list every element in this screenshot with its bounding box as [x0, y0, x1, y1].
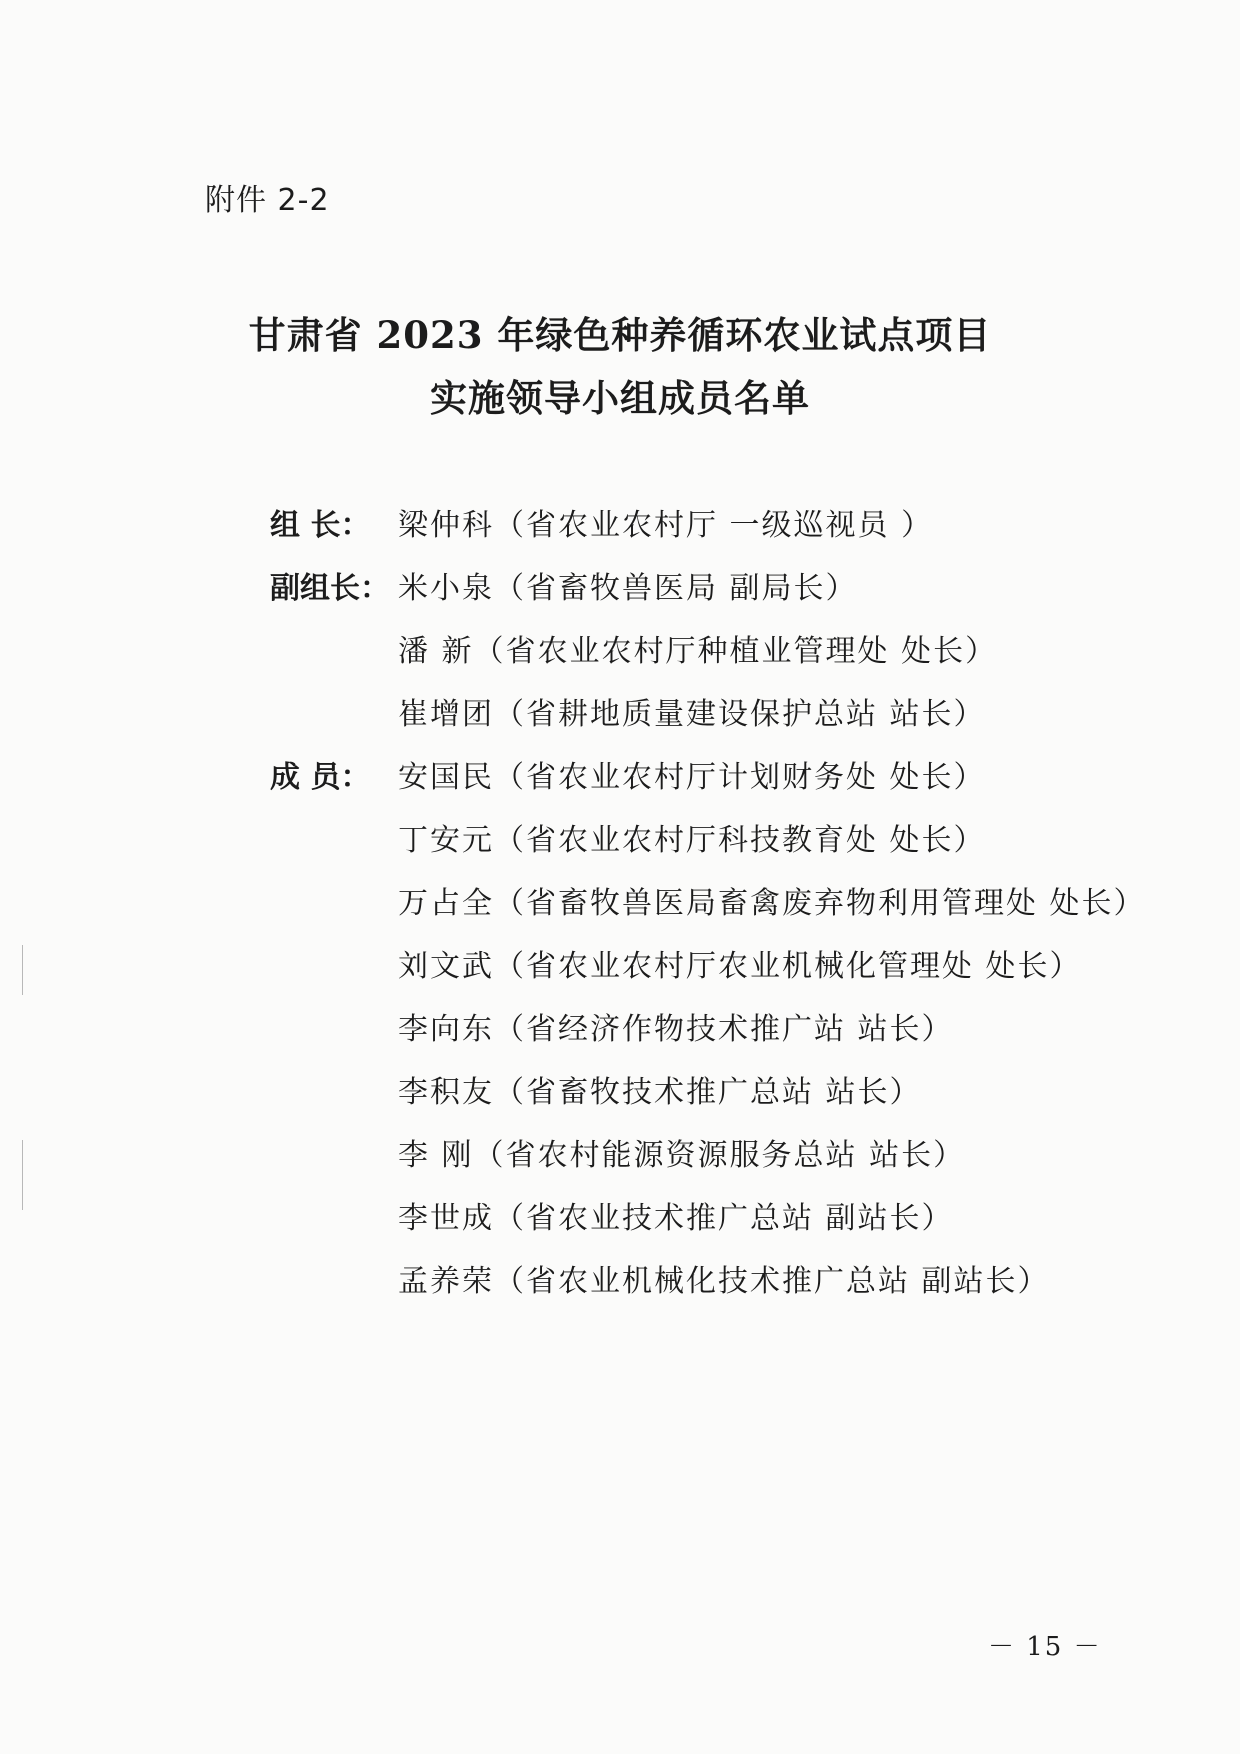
member-entry: 潘 新（省农业农村厅种植业管理处 处长）: [398, 634, 998, 669]
member-entry: 李积友（省畜牧技术推广总站 站长）: [398, 1075, 922, 1110]
member-entry: 刘文武（省农业农村厅农业机械化管理处 处长）: [398, 949, 1082, 984]
page-number: － 15 －: [988, 1632, 1102, 1662]
member-entry: 万占全（省畜牧兽医局畜禽废弃物利用管理处 处长）: [398, 886, 1146, 921]
member-role: 副组长：: [270, 571, 390, 606]
member-entry: 孟养荣（省农业机械化技术推广总站 副站长）: [398, 1264, 1050, 1299]
member-entry: 安国民（省农业农村厅计划财务处 处长）: [398, 760, 986, 795]
member-entry: 李世成（省农业技术推广总站 副站长）: [398, 1201, 954, 1236]
member-role: 成 员：: [270, 760, 371, 795]
document-title-line-2: 实施领导小组成员名单: [430, 376, 810, 420]
member-entry: 李 刚（省农村能源资源服务总站 站长）: [398, 1138, 966, 1173]
scan-margin-mark: [22, 1140, 23, 1210]
document-title-line-1: 甘肃省 2023 年绿色种养循环农业试点项目: [248, 313, 992, 357]
member-entry: 李向东（省经济作物技术推广站 站长）: [398, 1012, 954, 1047]
member-entry: 崔增团（省耕地质量建设保护总站 站长）: [398, 697, 986, 732]
member-entry: 丁安元（省农业农村厅科技教育处 处长）: [398, 823, 986, 858]
attachment-label: 附件 2-2: [205, 183, 330, 218]
scan-margin-mark: [22, 945, 23, 995]
member-entry: 米小泉（省畜牧兽医局 副局长）: [398, 571, 858, 606]
member-role: 组 长：: [270, 508, 371, 543]
member-entry: 梁仲科（省农业农村厅 一级巡视员 ）: [398, 508, 934, 543]
